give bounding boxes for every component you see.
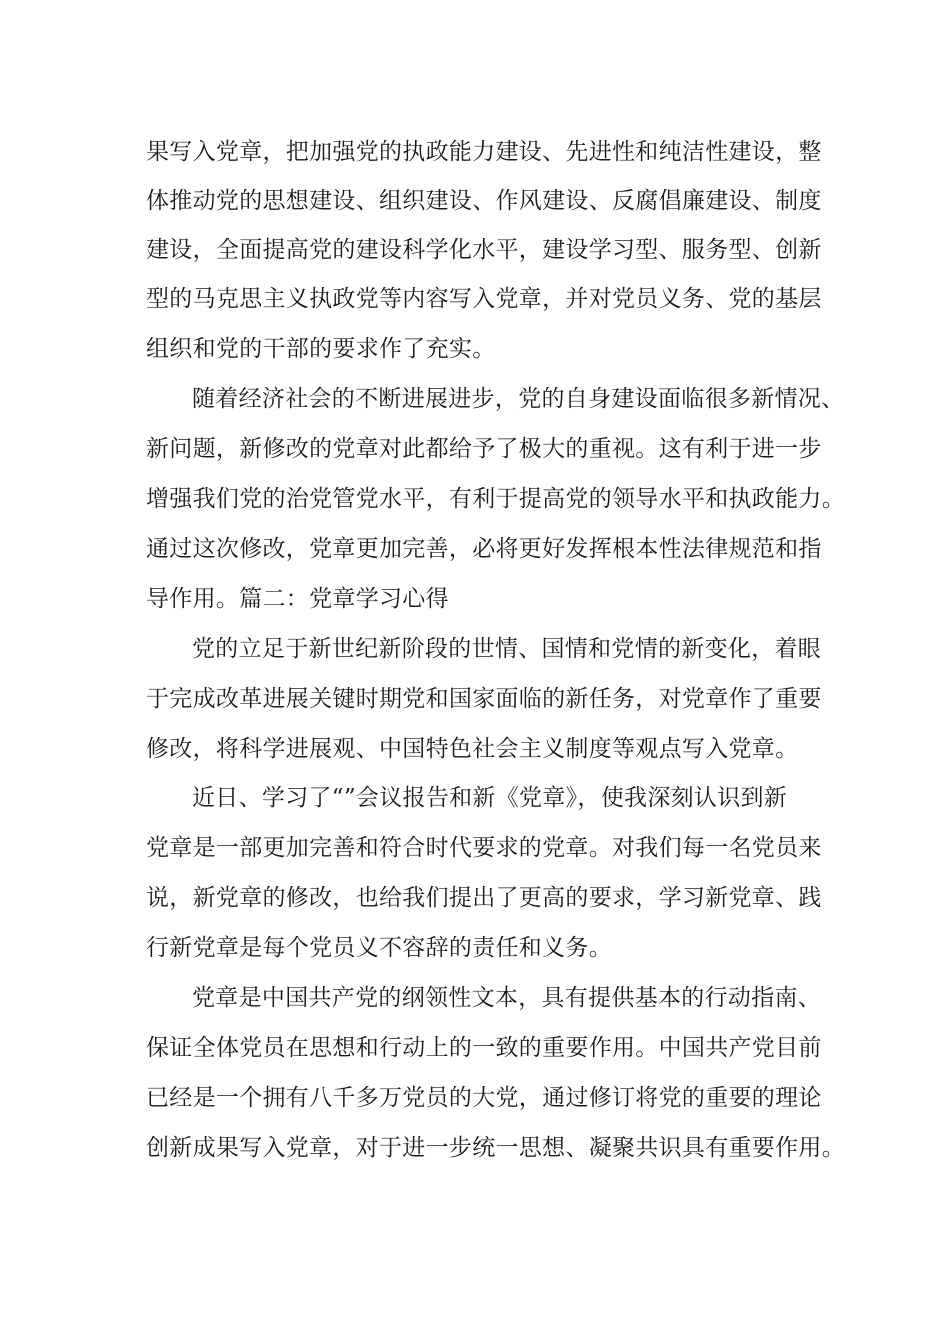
text-line: 建设，全面提高党的建设科学化水平，建设学习型、服务型、创新 — [146, 237, 822, 263]
text-line: 行新党章是每个党员义不容辞的责任和义务。 — [146, 935, 612, 961]
text-line: 通过这次修改，党章更加完善，必将更好发挥根本性法律规范和指 — [146, 536, 822, 562]
text-line: 修改，将科学进展观、中国特色社会主义制度等观点写入党章。 — [146, 736, 799, 762]
text-line: 组织和党的干部的要求作了充实。 — [146, 336, 496, 362]
text-line: 果写入党章，把加强党的执政能力建设、先进性和纯洁性建设，整 — [146, 139, 822, 165]
paragraph-first-line: 随着经济社会的不断进展进步，党的自身建设面临很多新情况、 — [192, 386, 845, 412]
text-line: 导作用。篇二：党章学习心得 — [146, 586, 449, 612]
text-line: 党章是一部更加完善和符合时代要求的党章。对我们每一名党员来 — [146, 835, 822, 861]
text-line: 新问题，新修改的党章对此都给予了极大的重视。这有利于进一步 — [146, 436, 822, 462]
text-line: 增强我们党的治党管党水平，有利于提高党的领导水平和执政能力。 — [146, 486, 845, 512]
text-line: 说，新党章的修改，也给我们提出了更高的要求，学习新党章、践 — [146, 885, 822, 911]
text-line: 创新成果写入党章，对于进一步统一思想、凝聚共识具有重要作用。 — [146, 1135, 845, 1161]
text-line: 型的马克思主义执政党等内容写入党章，并对党员义务、党的基层 — [146, 286, 822, 312]
text-line: 体推动党的思想建设、组织建设、作风建设、反腐倡廉建设、制度 — [146, 188, 822, 214]
text-line: 保证全体党员在思想和行动上的一致的重要作用。中国共产党目前 — [146, 1035, 822, 1061]
text-line: 于完成改革进展关键时期党和国家面临的新任务，对党章作了重要 — [146, 686, 822, 712]
text-line: 已经是一个拥有八千多万党员的大党，通过修订将党的重要的理论 — [146, 1085, 822, 1111]
paragraph-first-line: 党章是中国共产党的纲领性文本，具有提供基本的行动指南、 — [192, 985, 822, 1011]
paragraph-first-line: 近日、学习了“”会议报告和新《党章》，使我深刻认识到新 — [192, 785, 788, 811]
paragraph-first-line: 党的立足于新世纪新阶段的世情、国情和党情的新变化，着眼 — [192, 636, 822, 662]
